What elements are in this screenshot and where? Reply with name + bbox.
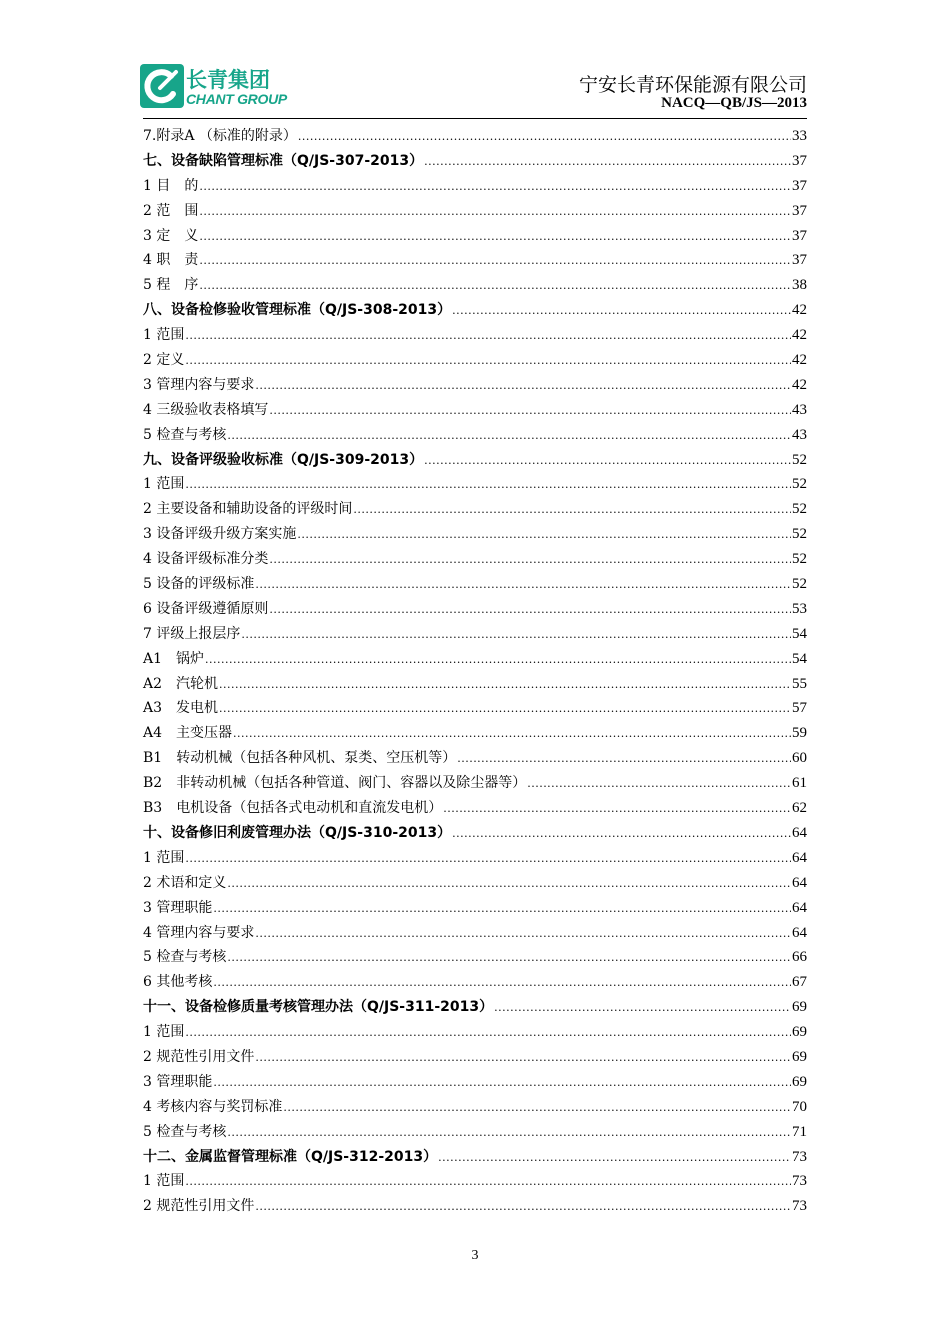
toc-dot-leader — [298, 124, 791, 150]
toc-page-number: 52 — [792, 526, 807, 543]
toc-dot-leader — [297, 522, 791, 548]
toc-dot-leader — [494, 995, 791, 1021]
toc-dot-leader — [185, 846, 791, 872]
toc-entry-title: 1 范围 — [143, 1173, 185, 1190]
toc-section-heading[interactable] — [143, 1145, 807, 1170]
toc-dot-leader — [227, 945, 791, 971]
toc-page-number: 42 — [792, 327, 807, 344]
toc-dot-leader — [213, 970, 791, 996]
toc-entry[interactable] — [143, 174, 807, 199]
toc-section-heading[interactable] — [143, 149, 807, 174]
toc-entry-title: 4 设备评级标准分类 — [143, 551, 269, 568]
toc-entry-title: 5 检查与考核 — [143, 1123, 227, 1140]
toc-entry[interactable] — [143, 1120, 807, 1145]
toc-page-number: 73 — [792, 1198, 807, 1215]
company-name: 宁安长青环保能源有限公司 — [578, 74, 807, 96]
toc-entry-title: 5 设备的评级标准 — [143, 576, 255, 593]
toc-entry[interactable] — [143, 224, 807, 249]
toc-entry[interactable] — [143, 398, 807, 423]
toc-section-heading[interactable] — [143, 298, 807, 323]
toc-entry-title: 七、设备缺陷管理标准（Q/JS-307-2013） — [143, 152, 424, 169]
toc-entry[interactable] — [143, 199, 807, 224]
toc-entry[interactable] — [143, 522, 807, 547]
toc-page-number: 52 — [792, 551, 807, 568]
toc-entry[interactable] — [143, 696, 807, 721]
toc-page-number: 52 — [792, 451, 807, 468]
toc-entry-title: 九、设备评级验收标准（Q/JS-309-2013） — [143, 451, 424, 468]
logo-emblem-icon — [140, 64, 184, 108]
toc-entry-title: 1 范围 — [143, 849, 185, 866]
toc-entry-title: 1 范围 — [143, 476, 185, 493]
toc-page-number: 67 — [792, 974, 807, 991]
toc-entry-title: 6 设备评级遵循原则 — [143, 600, 269, 617]
toc-entry[interactable] — [143, 647, 807, 672]
toc-entry[interactable] — [143, 472, 807, 497]
toc-page-number: 37 — [792, 177, 807, 194]
toc-entry[interactable] — [143, 248, 807, 273]
toc-entry-title: 2 定义 — [143, 352, 185, 369]
toc-entry-title: 八、设备检修验收管理标准（Q/JS-308-2013） — [143, 302, 452, 319]
toc-entry[interactable] — [143, 771, 807, 796]
toc-page-number: 57 — [792, 700, 807, 717]
document-number: NACQ—QB/JS—2013 — [661, 95, 807, 111]
toc-entry[interactable] — [143, 124, 807, 149]
toc-dot-leader — [219, 672, 791, 698]
toc-dot-leader — [185, 1169, 791, 1195]
toc-entry-title: 3 设备评级升级方案实施 — [143, 526, 297, 543]
toc-entry[interactable] — [143, 572, 807, 597]
toc-page-number: 38 — [792, 277, 807, 294]
toc-dot-leader — [199, 273, 791, 299]
toc-page-number: 42 — [792, 302, 807, 319]
toc-page-number: 69 — [792, 1048, 807, 1065]
toc-entry[interactable] — [143, 547, 807, 572]
toc-entry-title: 4 考核内容与奖罚标准 — [143, 1098, 283, 1115]
toc-dot-leader — [443, 796, 791, 822]
toc-dot-leader — [269, 398, 791, 424]
toc-dot-leader — [424, 149, 791, 175]
toc-entry[interactable] — [143, 1095, 807, 1120]
toc-entry-title: A1 锅炉 — [143, 650, 205, 667]
toc-section-heading[interactable] — [143, 448, 807, 473]
toc-entry-title: 5 检查与考核 — [143, 949, 227, 966]
toc-page-number: 66 — [792, 949, 807, 966]
toc-entry-title: A2 汽轮机 — [143, 675, 219, 692]
toc-entry-title: 4 职 责 — [143, 252, 199, 269]
toc-entry[interactable] — [143, 846, 807, 871]
toc-dot-leader — [185, 472, 791, 498]
toc-entry-title: 5 程 序 — [143, 277, 199, 294]
toc-dot-leader — [452, 821, 791, 847]
toc-dot-leader — [438, 1145, 791, 1171]
toc-page-number: 69 — [792, 999, 807, 1016]
toc-entry[interactable] — [143, 921, 807, 946]
toc-dot-leader — [185, 323, 791, 349]
toc-entry[interactable] — [143, 273, 807, 298]
toc-page-number: 61 — [792, 775, 807, 792]
toc-entry-title: B2 非转动机械（包括各种管道、阀门、容器以及除尘器等） — [143, 775, 527, 792]
header-divider — [143, 118, 807, 119]
toc-section-heading[interactable] — [143, 821, 807, 846]
toc-entry[interactable] — [143, 1194, 807, 1219]
toc-entry[interactable] — [143, 323, 807, 348]
toc-page-number: 33 — [792, 128, 807, 144]
toc-dot-leader — [227, 871, 791, 897]
toc-dot-leader — [457, 746, 791, 772]
toc-entry-title: 4 管理内容与要求 — [143, 924, 255, 941]
toc-page-number: 42 — [792, 376, 807, 393]
toc-entry-title: 1 范围 — [143, 327, 185, 344]
toc-entry-title: 3 定 义 — [143, 227, 199, 244]
toc-page-number: 64 — [792, 899, 807, 916]
toc-page-number: 60 — [792, 750, 807, 767]
toc-page-number: 54 — [792, 650, 807, 667]
toc-entry-title: B3 电机设备（包括各式电动机和直流发电机） — [143, 800, 443, 817]
toc-dot-leader — [424, 448, 791, 474]
toc-page-number: 69 — [792, 1073, 807, 1090]
toc-entry[interactable] — [143, 1169, 807, 1194]
toc-entry-title: 十、设备修旧利废管理办法（Q/JS-310-2013） — [143, 824, 452, 841]
toc-entry-title: 3 管理职能 — [143, 899, 213, 916]
toc-entry[interactable] — [143, 721, 807, 746]
toc-page-number: 52 — [792, 501, 807, 518]
toc-entry-title: 2 主要设备和辅助设备的评级时间 — [143, 501, 353, 518]
toc-dot-leader — [452, 298, 791, 324]
toc-dot-leader — [527, 771, 791, 797]
page-number: 3 — [471, 1248, 479, 1263]
toc-dot-leader — [353, 497, 791, 523]
toc-entry-title: A3 发电机 — [143, 700, 219, 717]
toc-page-number: 53 — [792, 600, 807, 617]
toc-entry-title: 1 目 的 — [143, 177, 199, 194]
toc-entry-title: B1 转动机械（包括各种风机、泵类、空压机等） — [143, 750, 457, 767]
toc-page-number: 52 — [792, 476, 807, 493]
toc-entry-title: 3 管理内容与要求 — [143, 376, 255, 393]
toc-page-number: 37 — [792, 152, 807, 169]
toc-dot-leader — [269, 597, 791, 623]
toc-page-number: 64 — [792, 874, 807, 891]
toc-page-number: 73 — [792, 1148, 807, 1165]
toc-dot-leader — [205, 647, 791, 673]
toc-entry-title: 5 检查与考核 — [143, 426, 227, 443]
toc-entry[interactable] — [143, 348, 807, 373]
toc-entry-title: 十二、金属监督管理标准（Q/JS-312-2013） — [143, 1148, 438, 1165]
logo-english-text: CHANT GROUP — [186, 91, 287, 107]
toc-entry-title: 2 范 围 — [143, 202, 199, 219]
toc-dot-leader — [213, 1070, 791, 1096]
toc-entry[interactable] — [143, 423, 807, 448]
toc-page-number: 52 — [792, 576, 807, 593]
toc-page-number: 37 — [792, 252, 807, 269]
toc-dot-leader — [213, 896, 791, 922]
toc-entry[interactable] — [143, 871, 807, 896]
toc-dot-leader — [227, 423, 791, 449]
toc-page-number: 55 — [792, 675, 807, 692]
toc-entry[interactable] — [143, 796, 807, 821]
toc-page-number: 37 — [792, 202, 807, 219]
toc-dot-leader — [185, 1020, 791, 1046]
toc-entry-title: 6 其他考核 — [143, 974, 213, 991]
table-of-contents — [143, 124, 807, 1219]
toc-entry-title: 4 三级验收表格填写 — [143, 401, 269, 418]
company-logo — [140, 64, 287, 108]
toc-entry[interactable] — [143, 497, 807, 522]
toc-entry[interactable] — [143, 622, 807, 647]
toc-dot-leader — [199, 174, 791, 200]
toc-entry[interactable] — [143, 672, 807, 697]
logo-chinese-text: 长青集团 — [186, 68, 270, 92]
toc-page-number: 64 — [792, 849, 807, 866]
toc-page-number: 43 — [792, 426, 807, 443]
toc-dot-leader — [199, 199, 791, 225]
toc-page-number: 73 — [792, 1173, 807, 1190]
toc-section-heading[interactable] — [143, 995, 807, 1020]
toc-entry[interactable] — [143, 1070, 807, 1095]
toc-dot-leader — [255, 572, 791, 598]
toc-page-number: 54 — [792, 625, 807, 642]
toc-entry-title: 7.附录A （标准的附录） — [143, 128, 297, 144]
toc-entry-title: 2 规范性引用文件 — [143, 1048, 255, 1065]
toc-dot-leader — [185, 348, 791, 374]
toc-dot-leader — [255, 373, 791, 399]
toc-page-number: 69 — [792, 1024, 807, 1041]
toc-entry[interactable] — [143, 597, 807, 622]
toc-dot-leader — [199, 248, 791, 274]
toc-entry[interactable] — [143, 1020, 807, 1045]
toc-dot-leader — [227, 1120, 791, 1146]
toc-dot-leader — [283, 1095, 791, 1121]
toc-dot-leader — [255, 921, 791, 947]
toc-entry[interactable] — [143, 1045, 807, 1070]
toc-dot-leader — [233, 721, 791, 747]
toc-page-number: 43 — [792, 401, 807, 418]
toc-page-number: 42 — [792, 352, 807, 369]
toc-page-number: 70 — [792, 1098, 807, 1115]
toc-entry-title: 2 术语和定义 — [143, 874, 227, 891]
toc-entry-title: 1 范围 — [143, 1024, 185, 1041]
toc-page-number: 62 — [792, 800, 807, 817]
toc-entry-title: 7 评级上报层序 — [143, 625, 241, 642]
toc-entry[interactable] — [143, 896, 807, 921]
toc-dot-leader — [269, 547, 791, 573]
toc-entry-title: 2 规范性引用文件 — [143, 1198, 255, 1215]
toc-dot-leader — [241, 622, 791, 648]
toc-entry-title: 十一、设备检修质量考核管理办法（Q/JS-311-2013） — [143, 999, 494, 1016]
toc-dot-leader — [255, 1194, 791, 1220]
toc-dot-leader — [219, 696, 791, 722]
toc-dot-leader — [255, 1045, 791, 1071]
toc-page-number: 71 — [792, 1123, 807, 1140]
toc-dot-leader — [199, 224, 791, 250]
toc-entry-title: 3 管理职能 — [143, 1073, 213, 1090]
toc-entry[interactable] — [143, 945, 807, 970]
toc-page-number: 59 — [792, 725, 807, 742]
toc-entry[interactable] — [143, 373, 807, 398]
toc-entry-title: A4 主变压器 — [143, 725, 233, 742]
toc-page-number: 37 — [792, 227, 807, 244]
toc-page-number: 64 — [792, 824, 807, 841]
toc-entry[interactable] — [143, 746, 807, 771]
toc-page-number: 64 — [792, 924, 807, 941]
toc-entry[interactable] — [143, 970, 807, 995]
